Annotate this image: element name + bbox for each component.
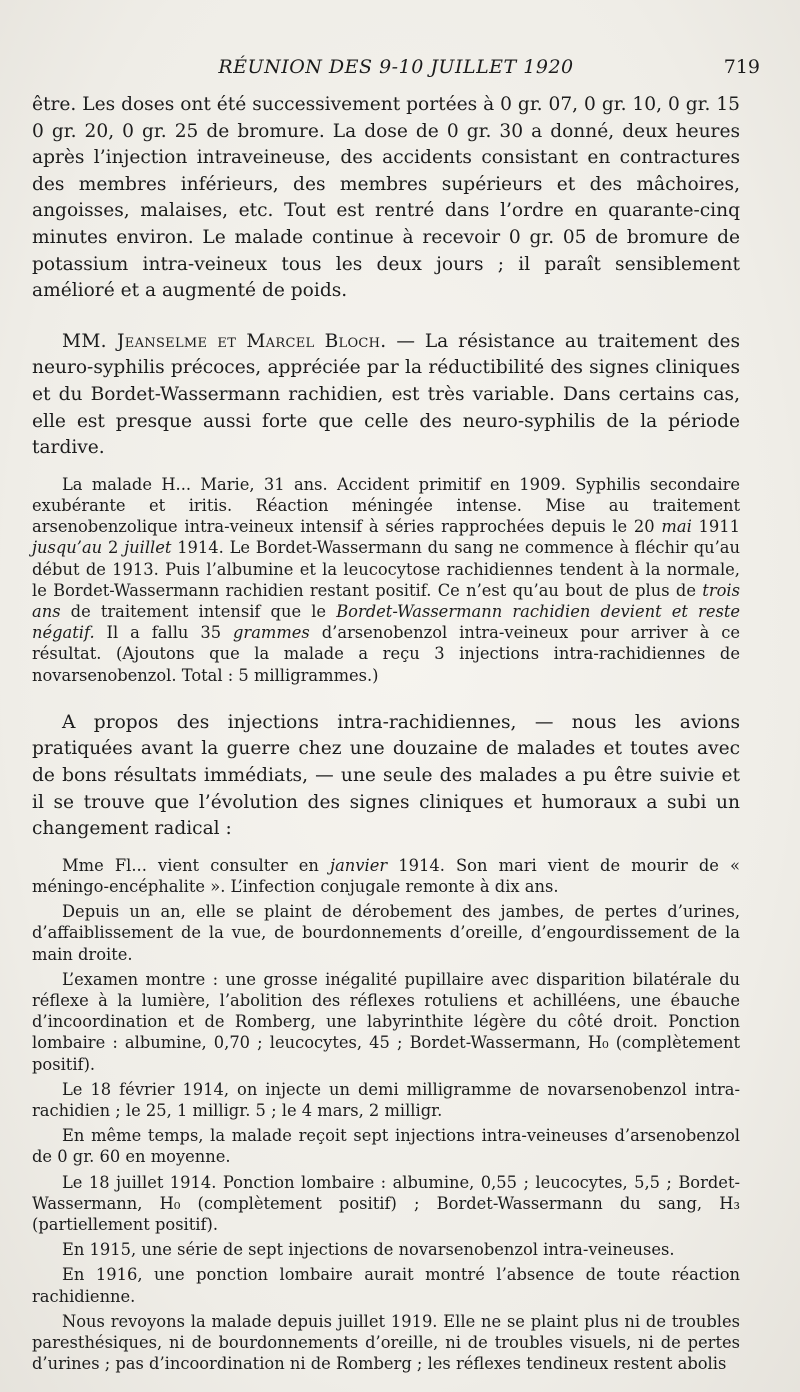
italic-run: mai	[661, 517, 692, 537]
case-examination: L’examen montre : une grosse inégalité pupillaire avec disparition bilatérale du réflexe à la lumière, l’abolition des réflexes rotuliens et achilléens, une ébauche d’incoordination et de Romberg, une labyrinthite légère du côté droit. Ponction lombaire : albumine, 0,70 ; leucocytes, 45 ; Bordet-Wassermann, H₀ (complètement positif).	[32, 969, 740, 1074]
page-number: 719	[723, 56, 760, 78]
italic-run: jusqu’au	[32, 538, 103, 558]
paragraph-jeanselme-bloch	[32, 329, 740, 462]
case-1919: Nous revoyons la malade depuis juillet 1919. Elle ne se plaint plus ni de troubles paresthésiques, ni de bourdonnements d’oreille, ni de troubles visuels, ni de pertes d’urines ; pas d’incoordination ni de Romberg ; les réflexes tendineux restent abolis	[32, 1311, 740, 1374]
text-run: Mme Fl... vient consulter en	[62, 855, 331, 875]
case-history: Depuis un an, elle se plaint de dérobement des jambes, de pertes d’urines, d’affaiblissement de la vue, de bourdonnements d’oreille, d’engourdissement de la main droite.	[32, 902, 740, 964]
paragraph-text: — La résistance au traitement des neuro-syphilis précoces, appréciée par la réductibilité des signes cliniques et du Bordet-Wassermann rachidien, est très variable. Dans certains cas, elle est presque aussi forte que celle des neuro-syphilis de la période tardive.	[32, 330, 740, 459]
case-report-fl	[32, 855, 740, 897]
text-run: Il a fallu 35	[94, 623, 233, 643]
text-run: 1911	[691, 517, 740, 537]
running-header	[32, 56, 760, 82]
italic-run: juillet	[124, 538, 172, 558]
paragraph-bromure-doses: être. Les doses ont été successivement portées à 0 gr. 07, 0 gr. 10, 0 gr. 15 0 gr. 20, 0 gr. 25 de bromure. La dose de 0 gr. 30 a donné, deux heures après l’injection intraveineuse, des accidents consistant en contractures des membres inférieurs, des membres supérieurs et des mâchoires, angoisses, malaises, etc. Tout est rentré dans l’ordre en quarante-cinq minutes environ. Le malade continue à recevoir 0 gr. 05 de bromure de potassium intra-veineux tous les deux jours ; il paraît sensiblement amélioré et a augmenté de poids.	[32, 94, 740, 302]
case-ponction-july-1914: Le 18 juillet 1914. Ponction lombaire : albumine, 0,55 ; leucocytes, 5,5 ; Bordet-Wassermann, H₀ (complètement positif) ; Bordet-Wassermann du sang, H₃ (partiellement positif).	[32, 1172, 740, 1234]
text-run: 2	[102, 538, 125, 558]
case-injection-1914: Le 18 février 1914, on injecte un demi milligramme de novarsenobenzol intra-rachidien ; le 25, 1 milligr. 5 ; le 4 mars, 2 milligr.	[32, 1079, 740, 1120]
italic-run: trois ans	[32, 580, 740, 621]
case-1916: En 1916, une ponction lombaire aurait montré l’absence de toute réaction rachidienne.	[32, 1265, 740, 1306]
article-body	[32, 92, 740, 1374]
case-report-marie	[32, 474, 740, 686]
case-1915: En 1915, une série de sept injections de novarsenobenzol intra-veineuses.	[62, 1240, 675, 1260]
text-run: 1914. Son mari vient de mourir de « méningo-encéphalite ». L’infection conjugale remonte à dix ans.	[32, 855, 741, 896]
text-run: La malade H... Marie, 31 ans. Accident primitif en 1909. Syphilis secondaire exubérante et iritis. Réaction méningée intense. Mise au traitement arsenobenzolique intra-veineux intensif à séries rapprochées depuis le 20	[32, 474, 740, 537]
italic-run: Bordet-Wassermann rachidien devient et reste négatif.	[32, 601, 740, 643]
italic-run: grammes	[233, 623, 310, 643]
case-intraveineuses: En même temps, la malade reçoit sept injections intra-veineuses d’arsenobenzol de 0 gr. 60 en moyenne.	[32, 1126, 740, 1167]
text-run: de traitement intensif que le	[60, 601, 337, 621]
text-run: 1914. Le Bordet-Wassermann du sang ne commence à fléchir qu’au début de 1913. Puis l’albumine et la leucocytose rachidiennes tendent à la normale, le Bordet-Wassermann rachidien restant positif. Ce n’est qu’au bout de plus de	[32, 538, 740, 600]
paragraph-intra-rachidiennes: A propos des injections intra-rachidiennes, — nous les avions pratiquées avant la guerre chez une douzaine de malades et toutes avec de bons résultats immédiats, — une seule des malades a pu être suivie et il se trouve que l’évolution des signes cliniques et humoraux a subi un changement radical :	[32, 711, 740, 840]
text-run: d’arsenobenzol intra-veineux pour arriver à ce résultat. (Ajoutons que la malade a reçu 3 injections intra-rachidiennes de novarsenobenzol. Total : 5 milligrammes.)	[32, 623, 740, 685]
author-names: MM. Jeanselme et Marcel Bloch.	[62, 330, 387, 352]
running-title: RÉUNION DES 9-10 JUILLET 1920	[218, 56, 574, 78]
italic-run: janvier	[330, 855, 388, 875]
